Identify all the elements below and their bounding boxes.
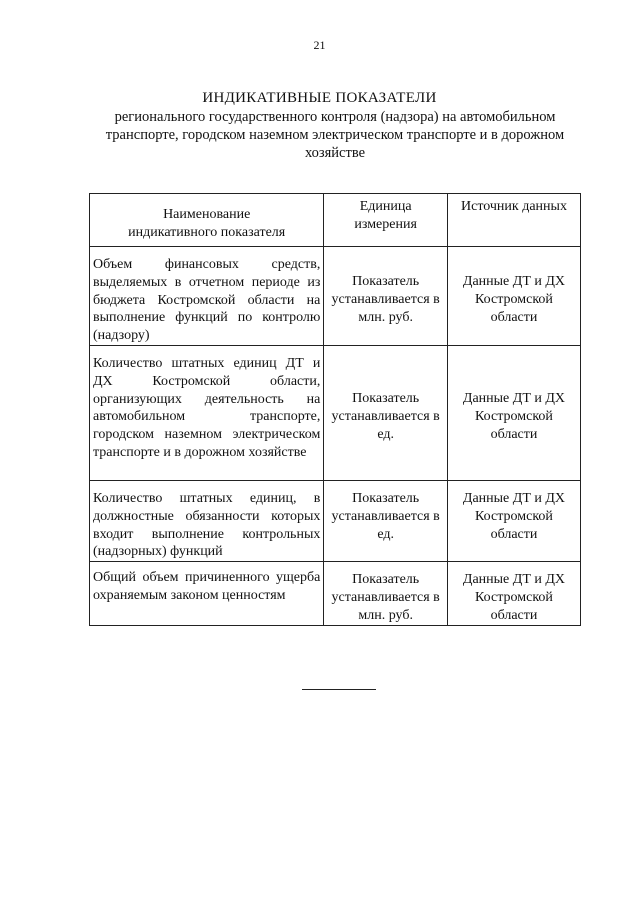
indicator-source-cell <box>447 480 580 561</box>
table-row <box>90 562 581 625</box>
indicator-unit: Показатель устанавливается в ед. <box>331 490 440 542</box>
indicator-name: Общий объем причиненного ущерба охраняемым законом ценностям <box>93 570 321 603</box>
table-row <box>90 480 581 561</box>
indicator-source: Данные ДТ и ДХ Костромской области <box>462 390 566 442</box>
header-unit-cell <box>324 194 448 247</box>
indicator-unit: Показатель устанавливается в млн. руб. <box>331 572 440 623</box>
indicator-name: Количество штатных единиц, в должностные обязанности которых входит выполнение контрольных (надзорных) функций <box>93 490 321 560</box>
indicator-source: Данные ДТ и ДХ Костромской области <box>462 274 566 325</box>
indicator-source: Данные ДТ и ДХ Костромской области <box>462 572 566 623</box>
indicator-name-cell <box>90 562 324 625</box>
indicator-name-cell <box>90 247 324 346</box>
document-subtitle: регионального государственного контроля (надзора) на автомобильном транспорте, городском наземном электрическом транспорте и в дорожном хозяйстве <box>105 109 565 161</box>
header-name-label: Наименование индикативного показателя <box>128 207 286 240</box>
page-number: 21 <box>313 38 326 52</box>
indicator-name: Объем финансовых средств, выделяемых в отчетном периоде из бюджета Костромской области на выполнение функций по контролю (надзору) <box>93 257 321 344</box>
header-source-cell <box>447 194 580 247</box>
indicator-unit-cell <box>324 562 448 625</box>
table-row <box>90 247 581 346</box>
indicator-unit-cell <box>324 345 448 480</box>
indicator-name-cell <box>90 480 324 561</box>
indicator-name-cell <box>90 345 324 480</box>
header-source-label: Источник данных <box>461 199 567 214</box>
indicator-source: Данные ДТ и ДХ Костромской области <box>462 490 566 542</box>
document-title: ИНДИКАТИВНЫЕ ПОКАЗАТЕЛИ <box>202 90 437 106</box>
header-unit-label: Единица измерения <box>354 199 417 232</box>
indicator-source-cell <box>447 247 580 346</box>
indicator-unit-cell <box>324 480 448 561</box>
indicator-source-cell <box>447 562 580 625</box>
indicator-source-cell <box>447 345 580 480</box>
indicator-unit: Показатель устанавливается в млн. руб. <box>331 274 440 325</box>
indicator-unit-cell <box>324 247 448 346</box>
indicators-table <box>89 193 581 626</box>
table-row <box>90 345 581 480</box>
header-name-cell <box>90 194 324 247</box>
table-header-row <box>90 194 581 247</box>
footer-divider <box>302 689 376 690</box>
indicator-unit: Показатель устанавливается в ед. <box>331 390 440 442</box>
indicator-name: Количество штатных единиц ДТ и ДХ Костромской области, организующих деятельность на автомобильном транспорте, городском наземном электрическом транспорте и в дорожном хозяйстве <box>93 355 321 460</box>
